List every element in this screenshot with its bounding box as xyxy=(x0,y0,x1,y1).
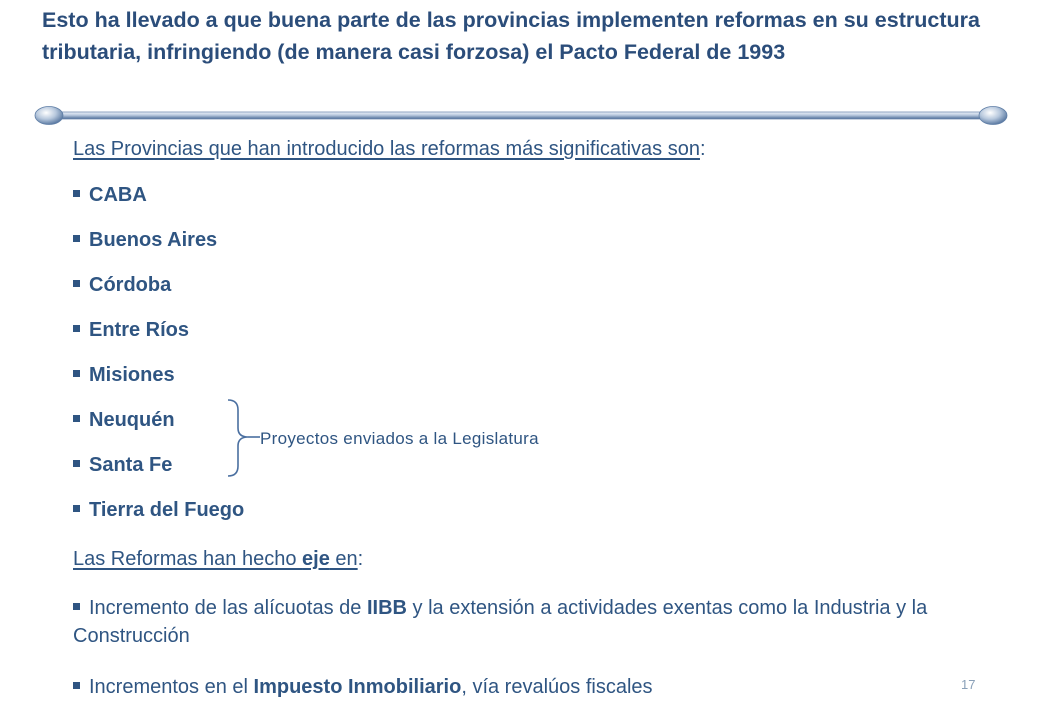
slide-title: Esto ha llevado a que buena parte de las provincias implementen reformas en su estructura tributaria, infringiendo (de manera casi forzosa) el Pacto Federal de 1993 xyxy=(42,8,980,64)
legislature-projects-note: Proyectos enviados a la Legislatura xyxy=(260,429,539,448)
province-item xyxy=(73,499,244,522)
province-item xyxy=(73,319,189,342)
reform-point-bold: IIBB xyxy=(366,597,407,619)
province-item xyxy=(73,409,175,432)
reforms-heading-suffix: : xyxy=(357,548,364,570)
reforms-heading xyxy=(73,548,363,571)
square-bullet-icon xyxy=(73,682,80,689)
reform-point-text-b: y la extensión a actividades exentas como la Industria y la Construcción xyxy=(73,597,928,647)
province-label: Buenos Aires xyxy=(89,229,218,251)
province-label: Córdoba xyxy=(89,274,172,296)
square-bullet-icon xyxy=(73,415,80,422)
reforms-heading-text-a: Las Reformas han hecho xyxy=(73,548,303,570)
province-item xyxy=(73,229,217,252)
reform-point-text-b: , vía revalúos fiscales xyxy=(461,676,653,698)
province-label: Tierra del Fuego xyxy=(89,499,245,521)
page-number: 17 xyxy=(961,677,976,692)
reform-point-iibb xyxy=(73,594,993,650)
square-bullet-icon xyxy=(73,325,80,332)
province-label: CABA xyxy=(89,184,147,206)
provinces-heading-suffix: : xyxy=(699,138,706,160)
reforms-heading-text-b: en xyxy=(329,548,358,570)
reform-point-text-a: Incremento de las alícuotas de xyxy=(89,597,367,619)
reform-point-text-a: Incrementos en el xyxy=(89,676,254,698)
title-divider-bar xyxy=(34,105,1008,127)
provinces-heading xyxy=(73,138,706,161)
province-item xyxy=(73,184,147,207)
reform-point-bold: Impuesto Inmobiliario xyxy=(253,676,462,698)
province-label: Santa Fe xyxy=(89,454,173,476)
square-bullet-icon xyxy=(73,603,80,610)
reform-point-inmobiliario xyxy=(73,673,993,701)
province-item xyxy=(73,454,172,477)
square-bullet-icon xyxy=(73,370,80,377)
reforms-heading-bold: eje xyxy=(302,548,330,570)
square-bullet-icon xyxy=(73,505,80,512)
square-bullet-icon xyxy=(73,280,80,287)
provinces-heading-text: Las Provincias que han introducido las reformas más significativas son xyxy=(73,138,700,160)
square-bullet-icon xyxy=(73,460,80,467)
province-item xyxy=(73,274,171,297)
square-bullet-icon xyxy=(73,235,80,242)
province-label: Neuquén xyxy=(89,409,175,431)
square-bullet-icon xyxy=(73,190,80,197)
province-label: Entre Ríos xyxy=(89,319,190,341)
province-label: Misiones xyxy=(89,364,175,386)
province-item xyxy=(73,364,175,387)
